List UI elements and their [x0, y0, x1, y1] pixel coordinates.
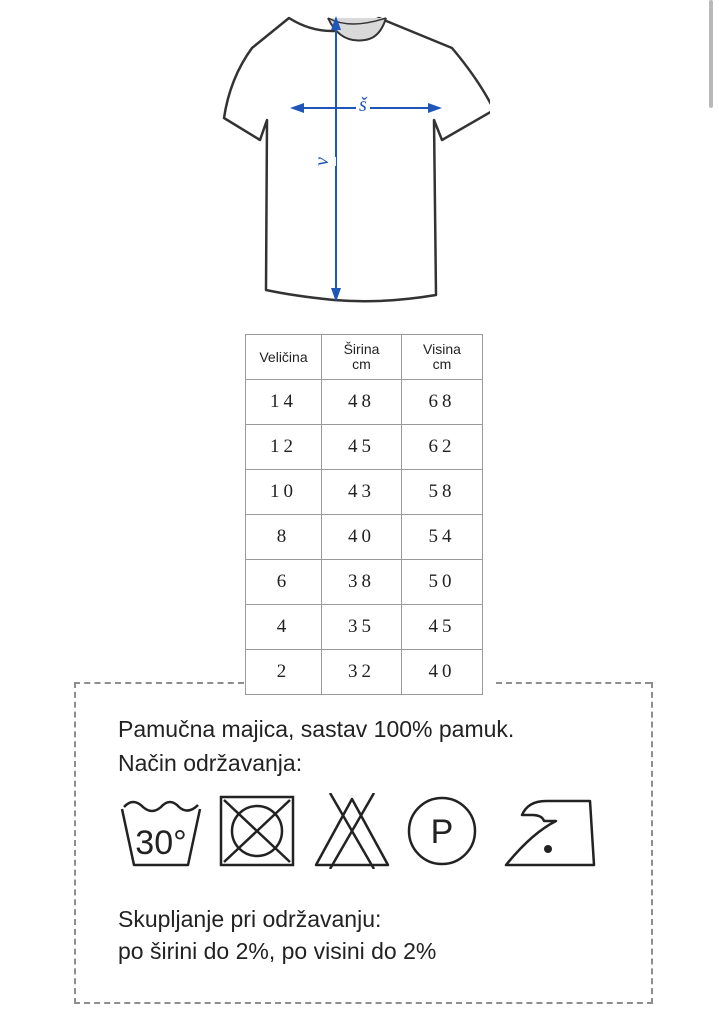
- table-row: [246, 560, 483, 605]
- composition-text: Pamučna majica, sastav 100% pamuk.: [118, 716, 515, 742]
- width-cell: 35: [322, 605, 402, 650]
- table-row: [246, 425, 483, 470]
- size-cell: 12: [246, 425, 322, 470]
- width-cell: 45: [322, 425, 402, 470]
- care-heading: Način održavanja:: [118, 750, 303, 776]
- table-row: [246, 605, 483, 650]
- height-cell: 62: [402, 425, 483, 470]
- width-cell: 38: [322, 560, 402, 605]
- width-cell: 32: [322, 650, 402, 695]
- shrink-heading: Skupljanje pri održavanju:: [118, 906, 382, 932]
- wash-30-icon: [118, 793, 204, 869]
- header-height: Visina cm: [402, 335, 483, 380]
- svg-text:P: P: [430, 813, 454, 851]
- size-cell: 14: [246, 380, 322, 425]
- header-width: Širina cm: [322, 335, 402, 380]
- table-row: [246, 515, 483, 560]
- height-cell: 50: [402, 560, 483, 605]
- height-cell: 58: [402, 470, 483, 515]
- size-cell: 2: [246, 650, 322, 695]
- dry-clean-p-icon: [406, 793, 482, 869]
- care-symbols: [118, 793, 598, 873]
- size-cell: 6: [246, 560, 322, 605]
- no-tumble-dry-icon: [218, 793, 298, 869]
- width-cell: 48: [322, 380, 402, 425]
- table-header-row: [246, 335, 483, 380]
- tshirt-diagram: [200, 0, 490, 315]
- iron-low-icon: [502, 793, 598, 869]
- width-cell: 40: [322, 515, 402, 560]
- height-label: v: [309, 157, 336, 166]
- size-cell: 10: [246, 470, 322, 515]
- table-row: [246, 380, 483, 425]
- height-cell: 40: [402, 650, 483, 695]
- tshirt-outline: [224, 18, 490, 301]
- size-cell: 8: [246, 515, 322, 560]
- height-cell: 54: [402, 515, 483, 560]
- height-cell: 68: [402, 380, 483, 425]
- scrollbar[interactable]: [709, 0, 713, 108]
- size-cell: 4: [246, 605, 322, 650]
- svg-text:30°: 30°: [135, 824, 187, 862]
- size-table: [245, 334, 483, 695]
- width-label: š: [356, 94, 370, 117]
- no-bleach-icon: [312, 793, 392, 869]
- height-cell: 45: [402, 605, 483, 650]
- shrink-detail: po širini do 2%, po visini do 2%: [118, 938, 437, 964]
- width-cell: 43: [322, 470, 402, 515]
- header-size: Veličina: [246, 335, 322, 380]
- table-row: [246, 470, 483, 515]
